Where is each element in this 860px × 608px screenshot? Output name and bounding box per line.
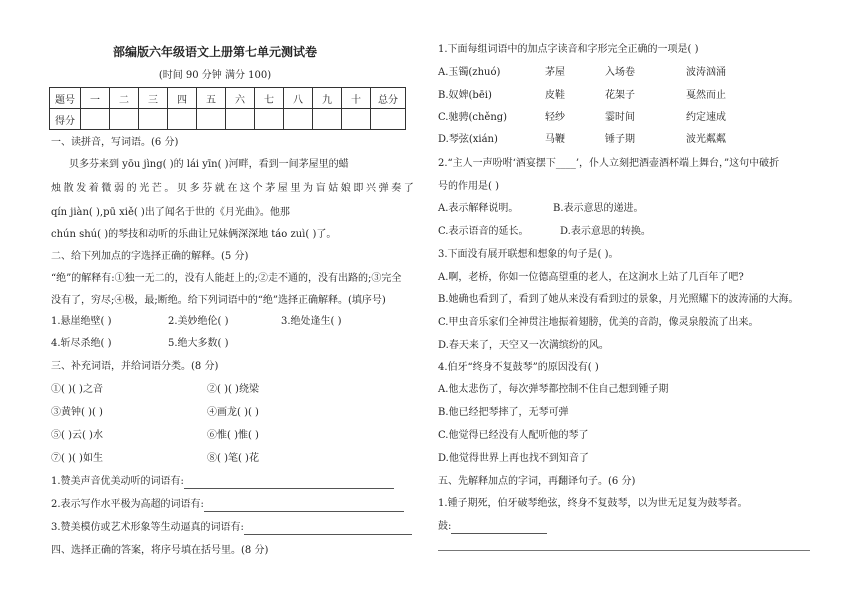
score-input-cell[interactable] <box>371 109 406 130</box>
section-3-item: ③黄钟( )( ) <box>51 407 103 418</box>
score-cell: 八 <box>284 88 313 109</box>
q4-option: A.他太悲伤了，每次弹琴都控制不住自己想到锺子期 <box>438 384 669 395</box>
section-5-heading: 五、先解释加点的字词，再翻译句子。(6 分) <box>438 476 636 487</box>
score-input-cell[interactable] <box>284 109 313 130</box>
score-cell: 六 <box>226 88 255 109</box>
section-1-heading: 一、读拼音，写词语。(6 分) <box>51 137 179 148</box>
section-2-line: 没有了，穷尽;④极，最;断绝。给下列词语中的“绝”选择正确解释。(填序号) <box>51 295 386 306</box>
q1-option: 轻纱 <box>545 112 565 123</box>
page-title: 部编版六年级语文上册第七单元测试卷 <box>112 45 317 59</box>
q4-option: D.他觉得世界上再也找不到知音了 <box>438 453 589 464</box>
q1-option: 入场卷 <box>605 67 635 78</box>
q1-option: C.驰骋(chěng) <box>438 112 508 123</box>
q2-option: D.表示意思的转换。 <box>560 226 651 237</box>
score-cell: 总分 <box>371 88 406 109</box>
q4-option: B.他已经把琴摔了，无琴可弹 <box>438 407 569 418</box>
section-3-question <box>51 521 412 535</box>
score-cell: 二 <box>110 88 139 109</box>
score-input-cell[interactable] <box>226 109 255 130</box>
exam-info: (时间 90 分钟 满分 100) <box>158 70 272 81</box>
q1-option: 皮鞋 <box>545 90 565 101</box>
section-3-question-text: 1.赞美声音优美动听的词语有: <box>51 476 184 487</box>
answer-line[interactable] <box>451 522 547 534</box>
section-3-question <box>51 498 404 512</box>
section-2-item: 1.悬崖绝壁( ) <box>51 316 112 327</box>
q1-option: 波光粼粼 <box>686 134 726 145</box>
q3-option: C.甲虫音乐家们全神贯注地振着翅膀，优美的音韵，像灵泉般流了出来。 <box>438 317 759 328</box>
answer-line[interactable] <box>184 477 394 489</box>
score-input-cell[interactable] <box>197 109 226 130</box>
q3-option: D.春天来了，天空又一次满缤纷的风。 <box>438 340 609 351</box>
q1-option: 霎时间 <box>605 112 635 123</box>
q1-option: D.琴弦(xián) <box>438 134 498 145</box>
q1-option: 戛然而止 <box>686 90 726 101</box>
section-3-item: ⑥惟( )惟( ) <box>207 430 259 441</box>
section-1-line: 烛散发着微弱的光芒。贝多芬就在这个茅屋里为盲姑娘即兴弹奏了 <box>51 183 417 194</box>
score-cell: 三 <box>139 88 168 109</box>
score-cell: 题号 <box>50 88 81 109</box>
q1-option: 花架子 <box>605 90 635 101</box>
section-5-answer-label: 鼓: <box>438 521 452 532</box>
question-2: 号的作用是( ) <box>438 181 499 192</box>
section-3-question-text: 2.表示写作水平极为高超的词语有: <box>51 499 204 510</box>
score-table-header-row <box>50 88 406 109</box>
section-3-item: ②( )( )绕梁 <box>207 384 259 395</box>
question-4: 4.伯牙“终身不复鼓琴”的原因没有( ) <box>438 362 599 373</box>
question-3: 3.下面没有展开联想和想象的句子是( )。 <box>438 249 619 260</box>
score-input-cell[interactable] <box>81 109 110 130</box>
score-input-cell[interactable] <box>139 109 168 130</box>
q1-option: 马鞭 <box>545 134 565 145</box>
score-cell: 一 <box>81 88 110 109</box>
section-3-item: ①( )( )之音 <box>51 384 103 395</box>
section-4-heading: 四、选择正确的答案，将序号填在括号里。(8 分) <box>51 545 269 556</box>
score-table <box>49 87 406 130</box>
score-table-score-row <box>50 109 406 130</box>
question-2: 2.“主人一声吩咐‘酒宴摆下____’，仆人立刻把酒壶酒杯端上舞台，”这句中破折 <box>438 158 780 169</box>
q1-option: 锤子期 <box>605 134 635 145</box>
section-2-item: 2.美妙绝伦( ) <box>168 316 229 327</box>
section-2-item: 5.绝大多数( ) <box>168 338 229 349</box>
q3-option: A.啊，老桥，你如一位德高望重的老人，在这涧水上站了几百年了吧? <box>438 272 744 283</box>
section-2-item: 3.绝处逢生( ) <box>281 316 342 327</box>
q3-option: B.她确也看到了，看到了她从来没有看到过的景象，月光照耀下的波涛涌的大海。 <box>438 294 799 305</box>
section-5-answer <box>438 520 547 534</box>
section-3-item: ④画龙( )( ) <box>207 407 259 418</box>
q2-option: A.表示解释说明。 <box>438 203 519 214</box>
section-3-question <box>51 475 394 489</box>
score-cell: 四 <box>168 88 197 109</box>
q1-option: 约定速成 <box>686 112 726 123</box>
section-1-line: qín jiàn( ),pū xiě( )出了闻名于世的《月光曲》。他那 <box>51 207 290 218</box>
section-3-item: ⑧( )笔( )花 <box>207 453 259 464</box>
section-3-item: ⑦( )( )如生 <box>51 453 103 464</box>
answer-line[interactable] <box>438 550 810 551</box>
score-input-cell[interactable] <box>168 109 197 130</box>
score-cell: 七 <box>255 88 284 109</box>
section-2-item: 4.斩尽杀绝( ) <box>51 338 112 349</box>
question-1: 1.下面每组词语中的加点字读音和字形完全正确的一项是( ) <box>438 44 699 55</box>
section-3-item: ⑤( )云( )水 <box>51 430 103 441</box>
q1-option: 茅屋 <box>545 67 565 78</box>
score-cell: 五 <box>197 88 226 109</box>
score-cell: 九 <box>313 88 342 109</box>
section-1-line: 贝多芬来到 yōu jìng( )的 lái yīn( )河畔，看到一间茅屋里的蜡 <box>69 159 349 170</box>
q4-option: C.他觉得已经没有人配听他的琴了 <box>438 430 589 441</box>
score-input-cell[interactable] <box>110 109 139 130</box>
score-input-cell[interactable] <box>255 109 284 130</box>
answer-line[interactable] <box>204 500 404 512</box>
section-2-line: “绝”的解释有:①独一无二的，没有人能赶上的;②走不通的，没有出路的;③完全 <box>51 273 402 284</box>
section-3-question-text: 3.赞美模仿或艺术形象等生动逼真的词语有: <box>51 522 244 533</box>
q2-option: B.表示意思的递进。 <box>553 203 644 214</box>
score-cell: 十 <box>342 88 371 109</box>
q1-option: 波涛汹涌 <box>686 67 726 78</box>
section-5-question: 1.锺子期死，伯牙破琴绝弦，终身不复鼓琴，以为世无足复为鼓琴者。 <box>438 498 748 509</box>
section-2-heading: 二、给下列加点的字选择正确的解释。(5 分) <box>51 251 249 262</box>
score-input-cell[interactable] <box>342 109 371 130</box>
section-3-heading: 三、补充词语，并给词语分类。(8 分) <box>51 361 219 372</box>
q1-option: B.奴婢(bēi) <box>438 90 492 101</box>
score-cell: 得分 <box>50 109 81 130</box>
q1-option: A.玉镯(zhuó) <box>438 67 501 78</box>
q2-option: C.表示语音的延长。 <box>438 226 529 237</box>
section-1-line: chún shú( )的琴技和动听的乐曲让兄妹俩深深地 táo zuì( )了。 <box>51 229 337 240</box>
answer-line[interactable] <box>244 523 412 535</box>
score-input-cell[interactable] <box>313 109 342 130</box>
